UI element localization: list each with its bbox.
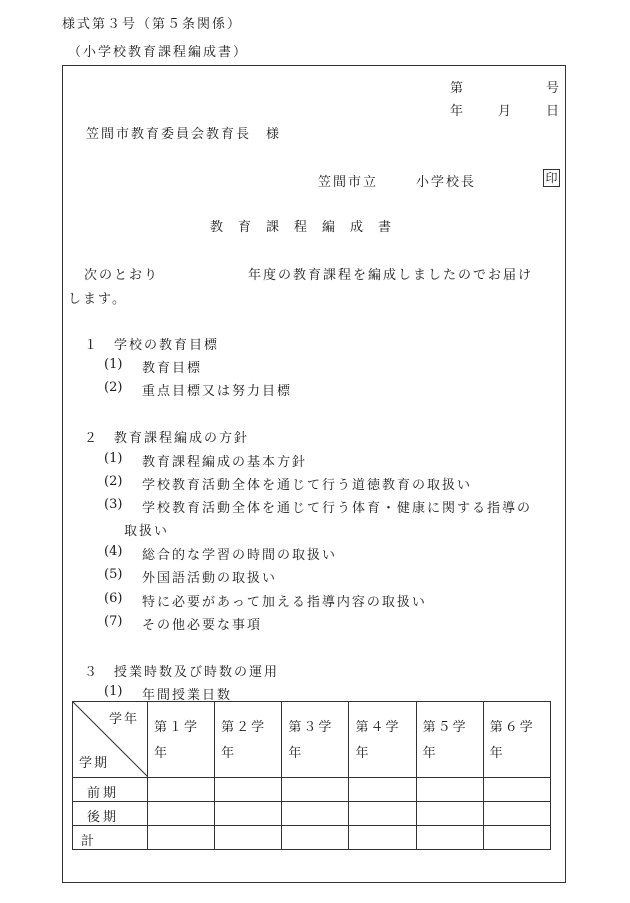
sender-school: 笠間市立 <box>318 175 379 190</box>
section-1-item-2: 重点目標又は努力目標 <box>142 384 293 399</box>
table-cell <box>282 802 349 826</box>
table-row <box>73 802 551 826</box>
table-row <box>73 778 551 802</box>
date-year: 年 <box>450 104 464 119</box>
section-2-item-5: 外国語活動の取扱い <box>142 571 278 586</box>
section-2-heading: ２ 教育課程編成の方針 <box>84 431 250 446</box>
intro-line1-start: 次のとおり <box>84 268 160 283</box>
number-suffix: 号 <box>546 81 560 96</box>
section-2-item-5-num: (5) <box>104 567 123 582</box>
table-cell <box>148 778 215 802</box>
table-cell <box>148 802 215 826</box>
table-cell <box>282 826 349 850</box>
section-3-item-1: 年間授業日数 <box>142 688 233 703</box>
table-cell <box>349 826 416 850</box>
table-cell <box>215 778 282 802</box>
row-label-first-term: 前期 <box>73 778 148 802</box>
recipient: 笠間市教育委員会教育長 様 <box>86 127 282 142</box>
date-day: 日 <box>546 104 560 119</box>
col-header-grade-3: 第３学 年 <box>282 702 349 778</box>
table-cell <box>416 826 483 850</box>
col-header-grade-1: 第１学 年 <box>148 702 215 778</box>
col-header-grade-4: 第４学 年 <box>349 702 416 778</box>
intro-line1-end: 年度の教育課程を編成しましたのでお届け <box>248 268 534 283</box>
corner-label-term: 学期 <box>79 756 110 771</box>
section-2-item-6: 特に必要があって加える指導内容の取扱い <box>142 595 427 610</box>
table-cell <box>349 778 416 802</box>
section-2-item-2: 学校教育活動全体を通じて行う道徳教育の取扱い <box>142 478 473 493</box>
section-2-item-4-num: (4) <box>104 544 123 559</box>
school-days-table <box>72 701 551 850</box>
col-header-grade-5: 第５学 年 <box>416 702 483 778</box>
section-3-item-1-num: (1) <box>104 684 123 699</box>
section-2-item-3: 学校教育活動全体を通じて行う体育・健康に関する指導の <box>142 501 533 516</box>
sender-title: 小学校長 <box>416 175 477 190</box>
col-header-grade-2: 第２学 年 <box>215 702 282 778</box>
seal-mark: 印 <box>543 169 560 187</box>
table-cell <box>416 778 483 802</box>
row-label-second-term: 後期 <box>73 802 148 826</box>
table-row <box>73 826 551 850</box>
section-2-item-1: 教育課程編成の基本方針 <box>142 455 308 470</box>
table-corner-cell <box>73 702 148 778</box>
section-2-item-3-cont: 取扱い <box>124 524 170 539</box>
section-2-item-3-num: (3) <box>104 497 123 512</box>
form-subtitle: （小学校教育課程編成書） <box>68 45 249 60</box>
document-title: 教 育 課 程 編 成 書 <box>210 220 393 235</box>
col-header-grade-6: 第６学 年 <box>483 702 550 778</box>
section-2-item-1-num: (1) <box>104 451 123 466</box>
table-cell <box>483 778 550 802</box>
section-1-item-1: 教育目標 <box>142 361 203 376</box>
section-3-heading: ３ 授業時数及び時数の運用 <box>84 665 280 680</box>
table-cell <box>282 778 349 802</box>
section-1-item-1-num: (1) <box>104 357 123 372</box>
table-cell <box>215 802 282 826</box>
table-cell <box>483 826 550 850</box>
corner-label-grade: 学年 <box>108 712 139 727</box>
date-month: 月 <box>498 104 512 119</box>
table-cell <box>483 802 550 826</box>
section-2-item-7-num: (7) <box>104 614 123 629</box>
section-2-item-2-num: (2) <box>104 474 123 489</box>
table-cell <box>148 826 215 850</box>
number-prefix: 第 <box>450 81 464 96</box>
table-cell <box>349 802 416 826</box>
section-2-item-6-num: (6) <box>104 591 123 606</box>
table-cell <box>215 826 282 850</box>
table-cell <box>416 802 483 826</box>
section-2-item-4: 総合的な学習の時間の取扱い <box>142 548 338 563</box>
form-number: 様式第３号（第５条関係） <box>62 17 243 32</box>
section-2-item-7: その他必要な事項 <box>142 618 263 633</box>
row-label-total: 計 <box>73 826 148 850</box>
section-1-item-2-num: (2) <box>104 380 123 395</box>
section-1-heading: １ 学校の教育目標 <box>84 338 220 353</box>
intro-line2: します。 <box>68 292 127 307</box>
